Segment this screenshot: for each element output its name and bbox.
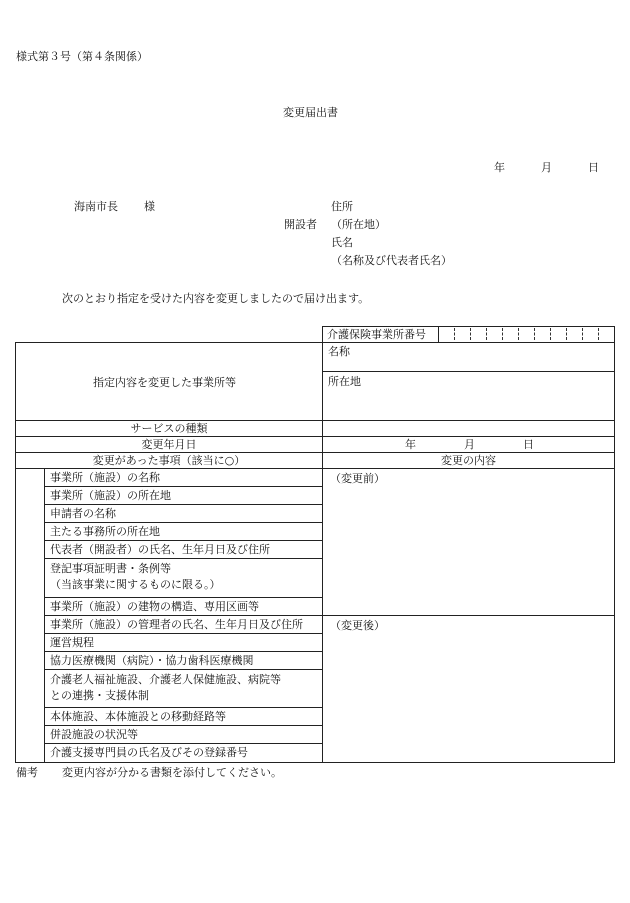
change-date-day: 日 [523,438,534,451]
date-month: 月 [541,161,552,174]
change-before-label: （変更前） [330,472,385,485]
change-date-label: 変更年月日 [141,438,197,451]
item-facility-location: 事業所（施設）の所在地 [50,489,171,502]
document-title: 変更届出書 [283,106,338,119]
item-cooperating-medical: 協力医療機関（病院）・協力歯科医療機関 [50,654,254,667]
facility-location-label: 所在地 [328,375,361,388]
item-registration-certificate: 登記事項証明書・条例等 [50,562,171,575]
item-manager-info: 事業所（施設）の管理者の氏名、生年月日及び住所 [50,618,303,631]
changed-items-header: 変更があった事項（該当に○） [92,454,246,467]
founder-label: 開設者 [284,218,317,231]
service-type-label: サービスの種類 [130,422,208,435]
item-building-structure: 事業所（施設）の建物の構造、専用区画等 [50,600,259,613]
provider-number-label: 介護保険事業所番号 [327,328,426,341]
item-representative-info: 代表者（開設者）の氏名、生年月日及び住所 [50,543,270,556]
change-date-year: 年 [405,438,416,451]
item-annex-status: 併設施設の状況等 [50,728,138,741]
change-content-header: 変更の内容 [441,454,496,467]
item-main-office-location: 主たる事務所の所在地 [50,525,160,538]
date-year: 年 [494,161,505,174]
item-main-facility-route: 本体施設、本体施設との移動経路等 [50,710,226,723]
item-facility-cooperation-cont: との連携・支援体制 [50,689,149,702]
change-after-label: （変更後） [330,619,385,632]
item-facility-name: 事業所（施設）の名称 [50,471,160,484]
item-registration-certificate-note: （当該事業に関するものに限る。） [50,578,221,591]
item-care-manager: 介護支援専門員の氏名及びその登録番号 [50,746,248,759]
founder-address-label: 住所 [331,200,353,213]
facility-name-label: 名称 [328,345,350,358]
addressee-recipient: 海南市長 [74,200,118,213]
note-text: 変更内容が分かる書類を添付してください。 [62,766,282,779]
note-label: 備考 [16,766,38,779]
founder-name-detail: （名称及び代表者氏名） [331,254,452,267]
addressee-honorific: 様 [144,200,155,213]
founder-location-label: （所在地） [331,218,386,231]
facility-label: 指定内容を変更した事業所等 [93,376,236,389]
item-applicant-name: 申請者の名称 [50,507,116,520]
form-number: 様式第３号（第４条関係） [16,50,148,63]
founder-name-label: 氏名 [331,236,353,249]
item-facility-cooperation: 介護老人福祉施設、介護老人保健施設、病院等 [50,673,281,686]
intro-text: 次のとおり指定を受けた内容を変更しましたので届け出ます。 [62,292,370,305]
item-operating-rules: 運営規程 [50,636,94,649]
date-day: 日 [588,161,599,174]
change-date-month: 月 [464,438,475,451]
